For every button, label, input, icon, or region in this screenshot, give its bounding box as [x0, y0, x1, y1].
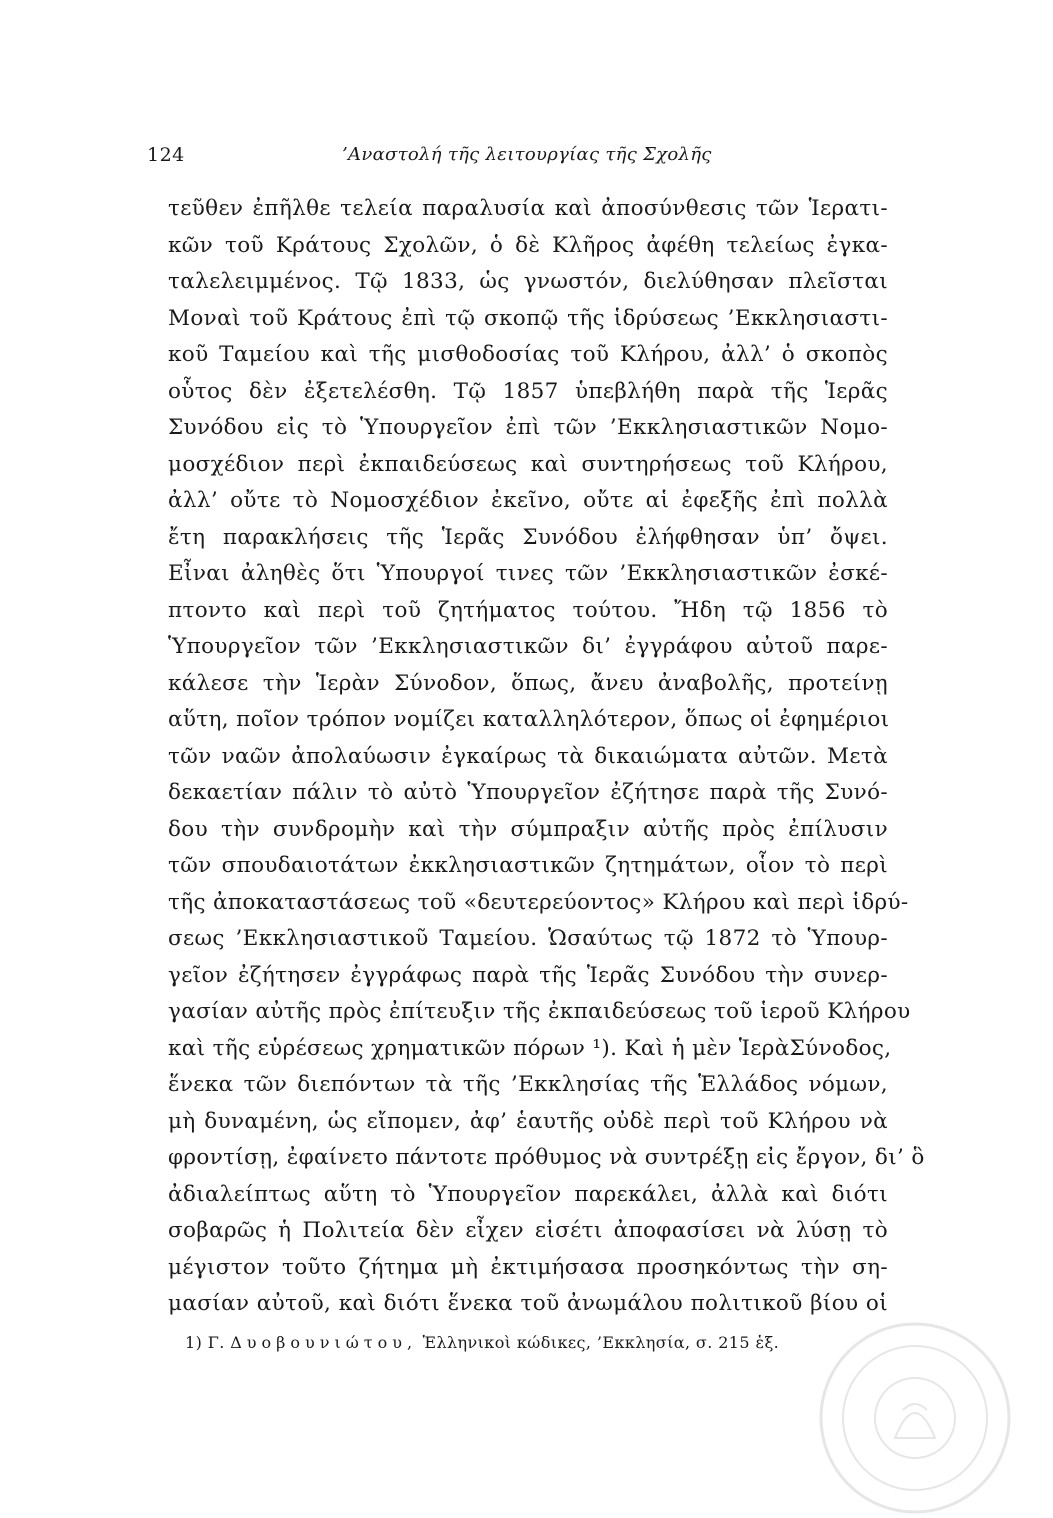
text-line: ἀλλ’ οὔτε τὸ Νομοσχέδιον ἐκεῖνο, οὔτε αἱ ἐφεξῆς ἐπὶ πολλὰ — [168, 488, 888, 513]
footnote — [185, 1333, 885, 1352]
text-line: κοῦ Ταμείου καὶ τῆς μισθοδοσίας τοῦ Κλήρου, ἀλλ’ ὁ σκοπὸς — [168, 342, 888, 367]
text-line: τεῦθεν ἐπῆλθε τελεία παραλυσία καὶ ἀποσύνθεσις τῶν Ἱερατι- — [168, 196, 888, 221]
text-line: δου τὴν συνδρομὴν καὶ τὴν σύμπραξιν αὐτῆς πρὸς ἐπίλυσιν — [168, 816, 888, 842]
page-number: 124 — [147, 144, 185, 166]
text-line: αὕτη, ποῖον τρόπον νομίζει καταλληλότερον, ὅπως οἱ ἐφημέριοι — [168, 707, 890, 732]
text-line: Συνόδου εἰς τὸ Ὑπουργεῖον ἐπὶ τῶν ’Εκκλησιαστικῶν Νομο- — [168, 415, 888, 440]
text-line: τῶν ναῶν ἀπολαύωσιν ἐγκαίρως τὰ δικαιώματα αὐτῶν. Μετὰ — [168, 743, 888, 769]
text-line: ἔτη παρακλήσεις τῆς Ἱερᾶς Συνόδου ἐλήφθησαν ὑπ’ ὄψει. — [168, 524, 888, 550]
text-line: δεκαετίαν πάλιν τὸ αὐτὸ Ὑπουργεῖον ἐζήτησε παρὰ τῆς Συνό- — [168, 780, 888, 805]
text-line: γασίαν αὐτῆς πρὸς ἐπίτευξιν τῆς ἐκπαιδεύσεως τοῦ ἱεροῦ Κλήρου — [168, 999, 911, 1024]
body-text — [168, 191, 925, 1323]
text-line: κῶν τοῦ Κράτους Σχολῶν, ὁ δὲ Κλῆρος ἀφέθη τελείως ἐγκα- — [168, 232, 888, 258]
text-line: μέγιστον τοῦτο ζήτημα μὴ ἐκτιμήσασα προσηκόντως τὴν ση- — [168, 1254, 888, 1280]
footnote-marker: 1) Γ. — [185, 1333, 225, 1352]
text-line: οὗτος δὲν ἐξετελέσθη. Τῷ 1857 ὑπεβλήθη παρὰ τῆς Ἱερᾶς — [168, 378, 888, 404]
text-line: κάλεσε τὴν Ἱερὰν Σύνοδον, ὅπως, ἄνευ ἀναβολῆς, προτείνῃ — [168, 670, 888, 696]
text-line: Μοναὶ τοῦ Κράτους ἐπὶ τῷ σκοπῷ τῆς ἱδρύσεως ’Εκκλησιαστι- — [168, 305, 888, 331]
text-line: πτοντο καὶ περὶ τοῦ ζητήματος τούτου. Ἤδη τῷ 1856 τὸ — [168, 597, 888, 623]
text-line: φροντίσῃ, ἐφαίνετο πάντοτε πρόθυμος νὰ συντρέξῃ εἰς ἔργον, δι’ ὃ — [168, 1145, 925, 1170]
footnote-author: Δυοβουνιώτου, — [230, 1333, 418, 1352]
text-line: μοσχέδιον περὶ ἐκπαιδεύσεως καὶ συντηρήσεως τοῦ Κλήρου, — [168, 451, 888, 477]
text-line: μασίαν αὐτοῦ, καὶ διότι ἕνεκα τοῦ ἀνωμάλου πολιτικοῦ βίου οἱ — [168, 1291, 888, 1316]
text-line: ταλελειμμένος. Τῷ 1833, ὡς γνωστόν, διελύθησαν πλεῖσται — [168, 269, 888, 294]
footnote-reference: Ἑλληνικοὶ κώδικες, ’Εκκλησία, σ. 215 ἑξ. — [422, 1333, 780, 1352]
text-line: σοβαρῶς ἡ Πολιτεία δὲν εἶχεν εἰσέτι ἀποφασίσει νὰ λύσῃ τὸ — [168, 1218, 888, 1243]
running-header — [147, 144, 907, 172]
text-line: Ὑπουργεῖον τῶν ’Εκκλησιαστικῶν δι’ ἐγγράφου αὐτοῦ παρε- — [168, 634, 888, 659]
text-line: σεως ’Εκκλησιαστικοῦ Ταμείου. Ὡσαύτως τῷ 1872 τὸ Ὑπουρ- — [168, 926, 888, 951]
text-line: μὴ δυναμένη, ὡς εἴπομεν, ἀφ’ ἑαυτῆς οὐδὲ περὶ τοῦ Κλήρου νὰ — [168, 1108, 888, 1134]
university-seal-icon — [815, 1318, 1015, 1518]
text-line: τῆς ἀποκαταστάσεως τοῦ «δευτερεύοντος» Κλήρου καὶ περὶ ἱδρύ- — [168, 889, 909, 915]
running-title: ’Αναστολή τῆς λειτουργίας τῆς Σχολῆς — [342, 144, 712, 165]
text-line: Εἶναι ἀληθὲς ὅτι Ὑπουργοί τινες τῶν ’Εκκλησιαστικῶν ἐσκέ- — [168, 561, 888, 586]
text-line: γεῖον ἐζήτησεν ἐγγράφως παρὰ τῆς Ἱερᾶς Συνόδου τὴν συνερ- — [168, 962, 888, 988]
text-line: ἀδιαλείπτως αὕτη τὸ Ὑπουργεῖον παρεκάλει, ἀλλὰ καὶ διότι — [168, 1181, 888, 1207]
text-line: ἕνεκα τῶν διεπόντων τὰ τῆς ’Εκκλησίας τῆς Ἑλλάδος νόμων, — [168, 1072, 888, 1097]
text-line: τῶν σπουδαιοτάτων ἐκκλησιαστικῶν ζητημάτων, οἷον τὸ περὶ — [168, 853, 888, 878]
text-line: καὶ τῆς εὑρέσεως χρηματικῶν πόρων ¹). Καὶ ἡ μὲν ἹερὰΣύνοδος, — [168, 1035, 892, 1061]
